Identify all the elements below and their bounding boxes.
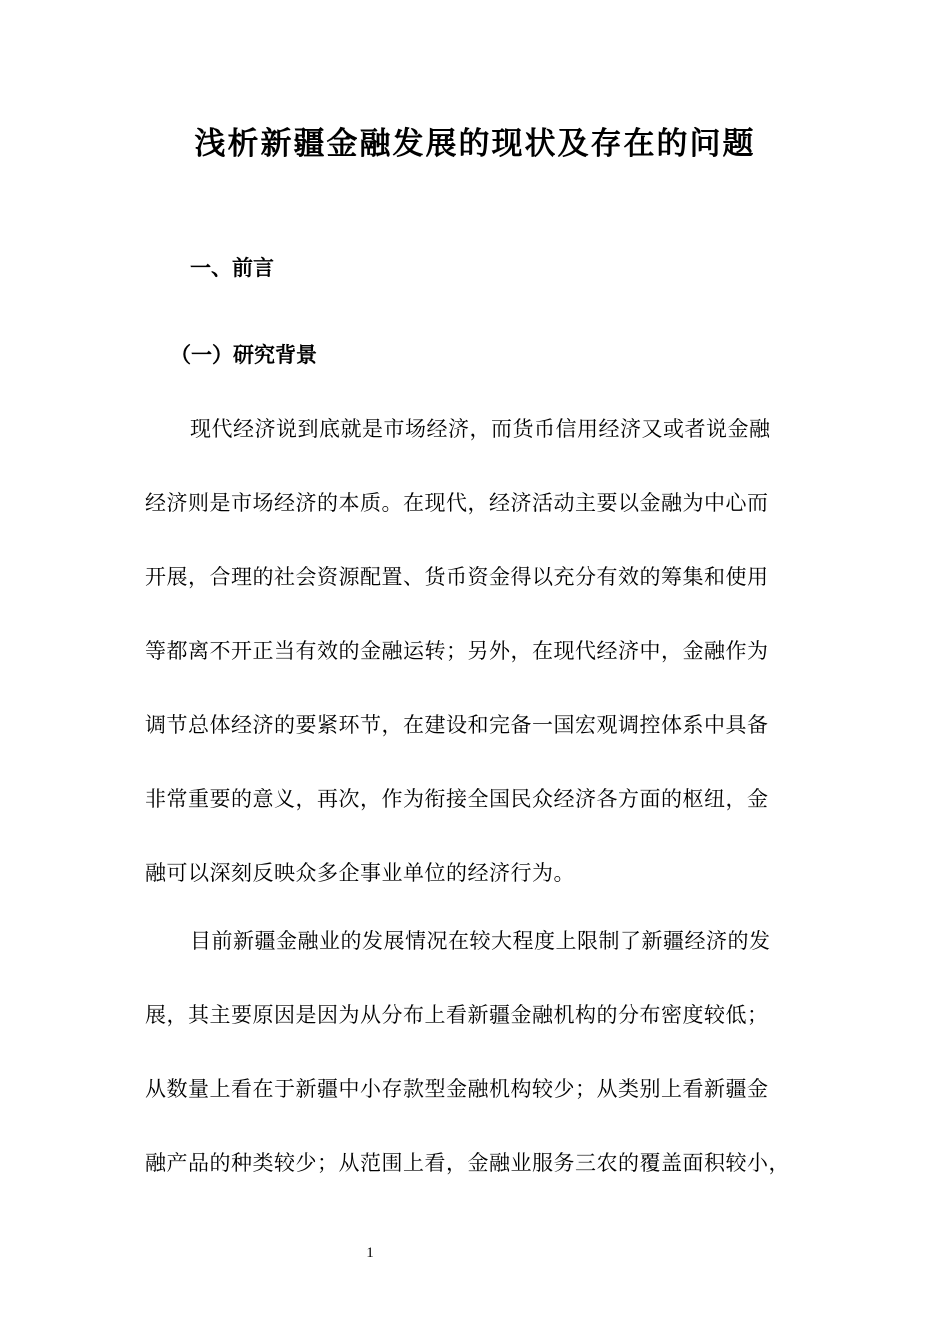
paragraph-line: 融可以深刻反映众多企事业单位的经济行为。: [145, 861, 575, 885]
paragraph-line: 从数量上看在于新疆中小存款型金融机构较少；从类别上看新疆金: [145, 1077, 769, 1101]
paragraph-line: 展，其主要原因是因为从分布上看新疆金融机构的分布密度较低；: [145, 1003, 769, 1027]
paragraph-2: [145, 925, 805, 1221]
subsection-heading-research-background: （一）研究背景: [170, 343, 317, 367]
paragraph-line: 开展，合理的社会资源配置、货币资金得以充分有效的筹集和使用: [145, 565, 769, 589]
paragraph-line: 等都离不开正当有效的金融运转；另外，在现代经济中，金融作为: [145, 639, 769, 663]
document-title: 浅析新疆金融发展的现状及存在的问题: [194, 126, 756, 162]
paragraph-line: 融产品的种类较少；从范围上看，金融业服务三农的覆盖面积较小，: [145, 1151, 790, 1175]
page-number: 1: [366, 1245, 374, 1261]
paragraph-line: 现代经济说到底就是市场经济，而货币信用经济又或者说金融: [190, 417, 771, 441]
section-heading-preface: 一、前言: [190, 256, 274, 280]
paragraph-1: [145, 413, 805, 931]
paragraph-line: 经济则是市场经济的本质。在现代，经济活动主要以金融为中心而: [145, 491, 769, 515]
paragraph-line: 调节总体经济的要紧环节，在建设和完备一国宏观调控体系中具备: [145, 713, 769, 737]
paragraph-line: 非常重要的意义，再次，作为衔接全国民众经济各方面的枢纽，金: [145, 787, 769, 811]
paragraph-line: 目前新疆金融业的发展情况在较大程度上限制了新疆经济的发: [190, 929, 771, 953]
